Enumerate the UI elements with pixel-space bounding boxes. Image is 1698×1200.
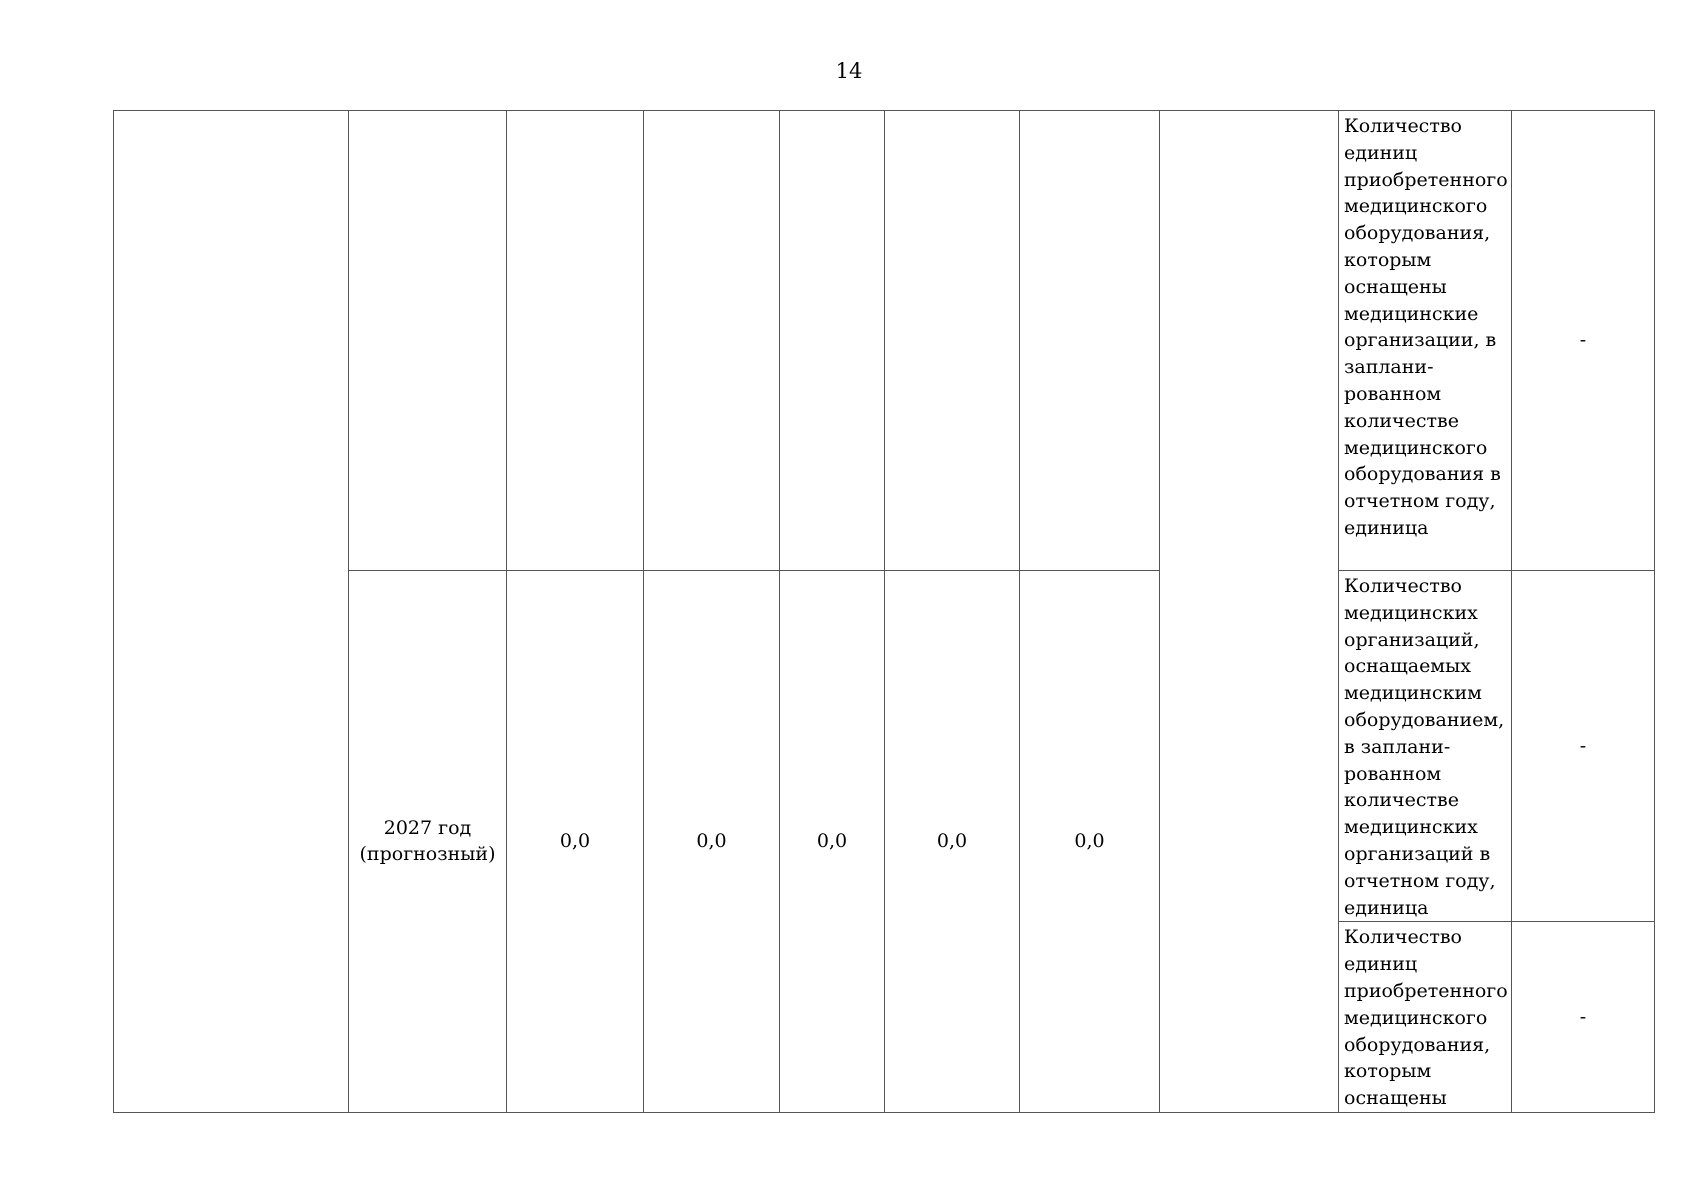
table-row: [114, 111, 1655, 571]
value-cell: [885, 111, 1020, 571]
value-cell: 0,0: [1020, 571, 1160, 1113]
value-cell: [507, 111, 644, 571]
name-cell: [114, 111, 349, 1113]
value-cell: 0,0: [644, 571, 780, 1113]
executor-cell: [1160, 111, 1339, 1113]
indicator-text: Количество единиц приобретенного медицинского оборудования, которым оснащены: [1339, 922, 1512, 1113]
year-label: 2027 год (прогнозный): [359, 816, 496, 866]
year-cell: [349, 111, 507, 571]
indicator-text: Количество медицинских организаций, оснащаемых медицинским оборудованием, в заплани-рованном количестве медицинских организаций в отчетном году, единица: [1339, 571, 1512, 922]
indicator-value: -: [1512, 571, 1655, 922]
value-cell: 0,0: [507, 571, 644, 1113]
indicator-value: -: [1512, 111, 1655, 571]
indicator-value: -: [1512, 922, 1655, 1113]
funding-table: [113, 110, 1655, 1113]
value-cell: 0,0: [885, 571, 1020, 1113]
value-cell: 0,0: [780, 571, 885, 1113]
value-cell: [780, 111, 885, 571]
page-number: 14: [835, 59, 863, 83]
year-cell: [349, 571, 507, 1113]
value-cell: [644, 111, 780, 571]
value-cell: [1020, 111, 1160, 571]
indicator-text: Количество единиц приобретенного медицинского оборудования, которым оснащены медицинские организации, в заплани-рованном количестве медицинского оборудования в отчетном году, единица: [1339, 111, 1512, 571]
